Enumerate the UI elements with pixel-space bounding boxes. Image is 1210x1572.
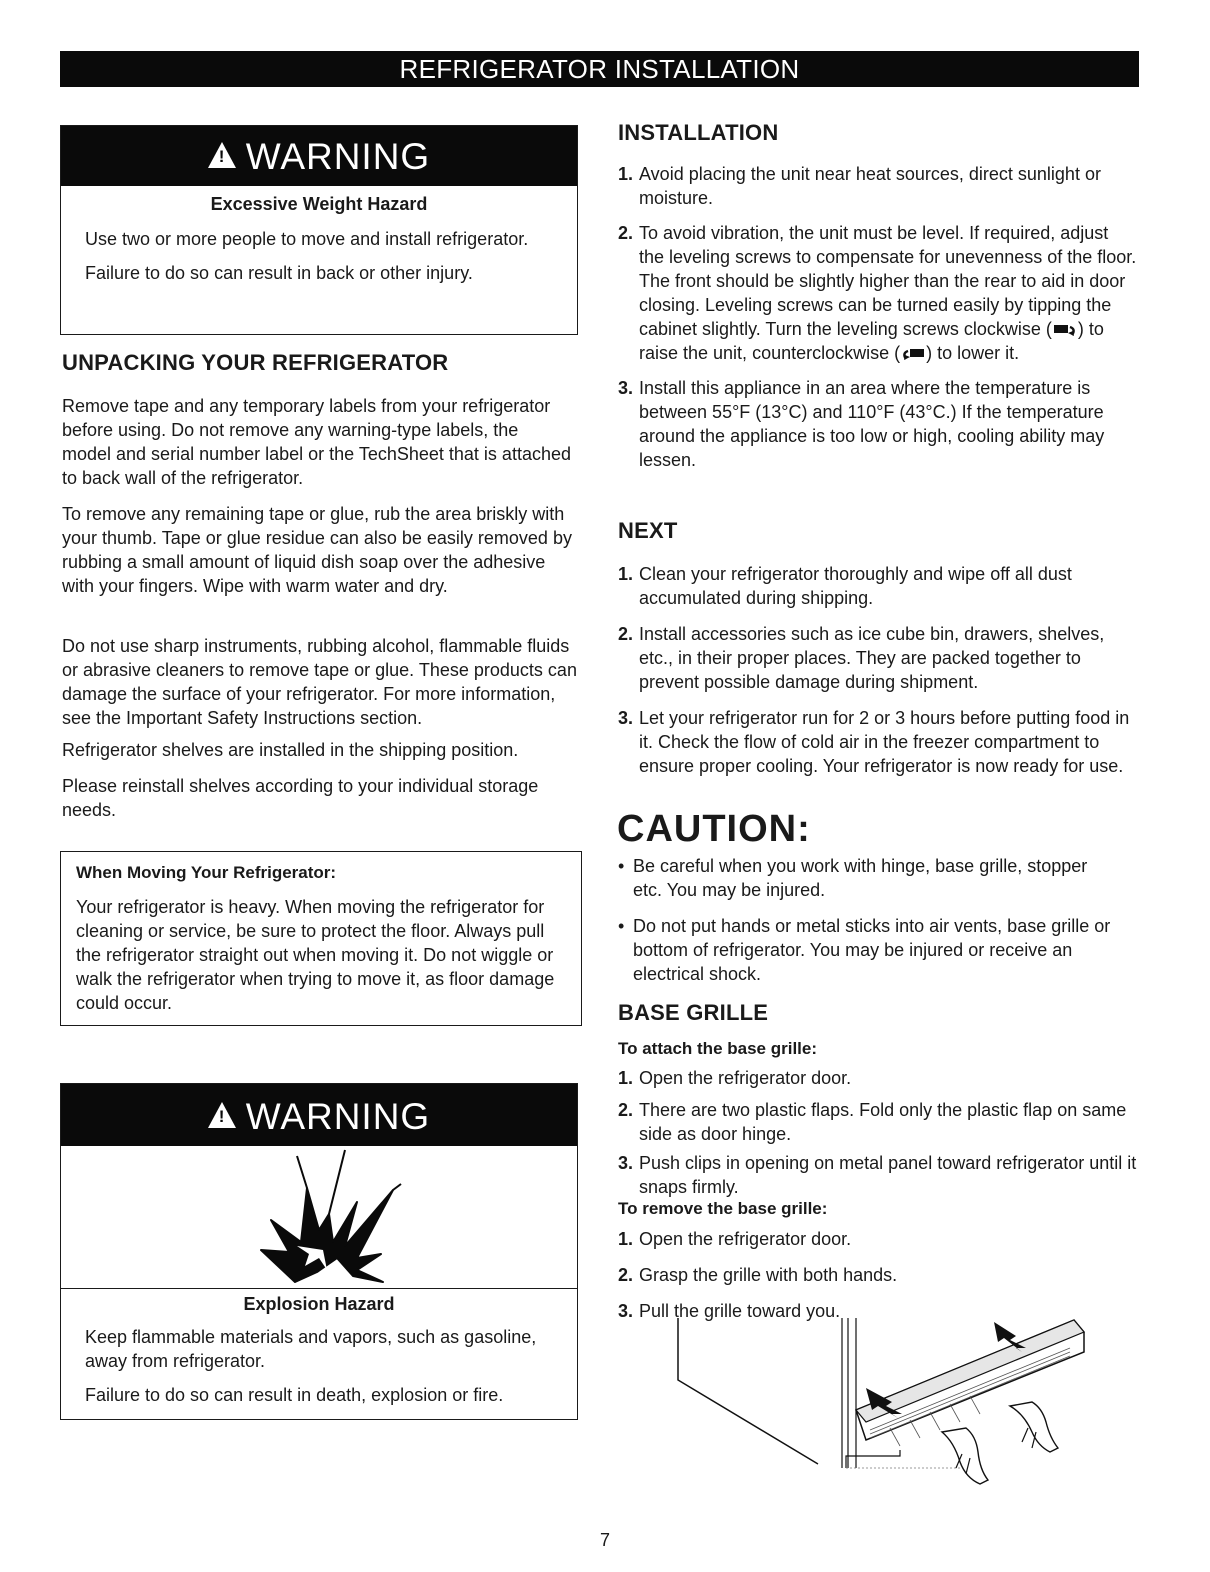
list-item: 3. Pull the grille toward you.: [618, 1301, 841, 1321]
list-item: 2. Grasp the grille with both hands.: [618, 1265, 898, 1285]
warning-header: [61, 126, 577, 186]
list-item: 3. Install this appliance in an area where the temperature is between 55°F (13°C) and 110°F (43°C.) If the temperature around the appliance is too low or high, cooling ability may lessen.: [618, 378, 1105, 470]
base-grille-illustration: [670, 1318, 1110, 1493]
list-item: 1. Open the refrigerator door.: [618, 1229, 852, 1249]
page-number: 7: [599, 1530, 610, 1550]
list-item: 1. Avoid placing the unit near heat sources, direct sunlight or moisture.: [618, 164, 1101, 208]
warning-triangle-icon: [208, 142, 236, 168]
list-item: • Be careful when you work with hinge, base grille, stopper etc. You may be injured.: [618, 856, 1088, 900]
caution-heading: CAUTION:: [617, 808, 811, 850]
item-number: 3.: [618, 708, 634, 728]
clockwise-icon: [1052, 323, 1078, 337]
section-heading-unpacking: UNPACKING YOUR REFRIGERATOR: [62, 350, 449, 375]
section-heading-next: NEXT: [618, 518, 678, 543]
item-number: 2.: [618, 624, 634, 644]
list-item: 1. Open the refrigerator door.: [618, 1068, 852, 1088]
item-number: 1.: [618, 564, 634, 584]
section-heading-installation: INSTALLATION: [618, 120, 779, 145]
warning-label: WARNING: [245, 1096, 431, 1137]
unpacking-paragraph: Do not use sharp instruments, rubbing alcohol, flammable fluids or abrasive cleaners to remove tape or glue. These products can damage the surface of your refrigerator. For more information, see the Important Safety Instructions section.: [62, 636, 577, 728]
item-number: 2.: [618, 223, 634, 243]
warning-triangle-icon: [208, 1102, 236, 1128]
item-number: 2.: [618, 1100, 634, 1120]
remove-list: [618, 1227, 1138, 1323]
bullet: •: [618, 856, 625, 876]
warning-hazard-title: Excessive Weight Hazard: [210, 194, 428, 214]
list-item: • Do not put hands or metal sticks into air vents, base grille or bottom of refrigerator. You may be injured or receive an electrical shock.: [618, 916, 1111, 984]
moving-text: Your refrigerator is heavy. When moving the refrigerator for cleaning or service, be sure to protect the floor. Always pull the refrigerator straight out when moving it. Do not wiggle or walk the refrigerator when trying to move it, as floor damage could occur.: [76, 897, 555, 1013]
item-number: 3.: [618, 378, 634, 398]
unpacking-paragraph: Refrigerator shelves are installed in the shipping position.: [62, 740, 519, 760]
warning-box-weight: [60, 125, 578, 335]
warning-line: Failure to do so can result in back or other injury.: [85, 263, 473, 283]
warning-line: Keep flammable materials and vapors, such as gasoline, away from refrigerator.: [85, 1327, 537, 1371]
warning-box-explosion: [60, 1083, 578, 1420]
caution-list: [618, 854, 1118, 986]
warning-line: Failure to do so can result in death, explosion or fire.: [85, 1385, 504, 1405]
list-item: 3. Push clips in opening on metal panel toward refrigerator until it snaps firmly.: [618, 1153, 1137, 1197]
section-heading-base-grille: BASE GRILLE: [618, 1000, 769, 1025]
list-item: 2. There are two plastic flaps. Fold only the plastic flap on same side as door hinge.: [618, 1100, 1127, 1144]
bullet: •: [618, 916, 625, 936]
item-number: 1.: [618, 1068, 634, 1088]
list-item: 3. Let your refrigerator run for 2 or 3 hours before putting food in it. Check the flow of cold air in the freezer compartment to ensure proper cooling. Your refrigerator is now ready for use.: [618, 708, 1130, 776]
attach-list: [618, 1066, 1138, 1199]
counterclockwise-icon: [900, 347, 926, 361]
item-number: 3.: [618, 1153, 634, 1173]
warning-hazard-title: Explosion Hazard: [243, 1294, 395, 1314]
list-item: 1. Clean your refrigerator thoroughly and wipe off all dust accumulated during shipping.: [618, 564, 1072, 608]
item-number: 3.: [618, 1301, 634, 1321]
moving-heading: When Moving Your Refrigerator:: [76, 863, 337, 882]
warning-line: Use two or more people to move and install refrigerator.: [85, 229, 529, 249]
attach-heading: To attach the base grille:: [618, 1039, 818, 1058]
installation-list: [618, 162, 1138, 472]
item-number: 2.: [618, 1265, 634, 1285]
next-list: [618, 562, 1138, 778]
explosion-icon: [61, 1146, 579, 1288]
item-number: 1.: [618, 1229, 634, 1249]
moving-info-box: [60, 851, 582, 1026]
unpacking-paragraph: Please reinstall shelves according to your individual storage needs.: [62, 776, 539, 820]
item-number: 1.: [618, 164, 634, 184]
warning-header: [61, 1084, 577, 1146]
unpacking-paragraph: Remove tape and any temporary labels from your refrigerator before using. Do not remove any warning-type labels, the model and serial number label or the TechSheet that is attached to back wall of the refrigerator.: [62, 396, 571, 488]
list-item: 2. Install accessories such as ice cube bin, drawers, shelves, etc., in their proper places. They are packed together to prevent possible damage during shipment.: [618, 624, 1105, 692]
page-title: REFRIGERATOR INSTALLATION: [60, 51, 1139, 87]
unpacking-paragraph: To remove any remaining tape or glue, rub the area briskly with your thumb. Tape or glue residue can also be easily removed by rubbing a small amount of liquid dish soap over the adhesive with your fingers. Wipe with warm water and dry.: [62, 504, 572, 596]
remove-heading: To remove the base grille:: [618, 1199, 828, 1218]
list-item: 2. To avoid vibration, the unit must be level. If required, adjust the leveling screws to compensate for unevenness of the floor. The front should be slightly higher than the rear to aid in door closing. Leveling screws can be turned easily by tipping the cabinet slightly. Turn the leveling screws clockwise ( ) to raise the unit, counterclockwise ( ) to lower it.: [618, 223, 1137, 363]
warning-label: WARNING: [245, 136, 431, 177]
